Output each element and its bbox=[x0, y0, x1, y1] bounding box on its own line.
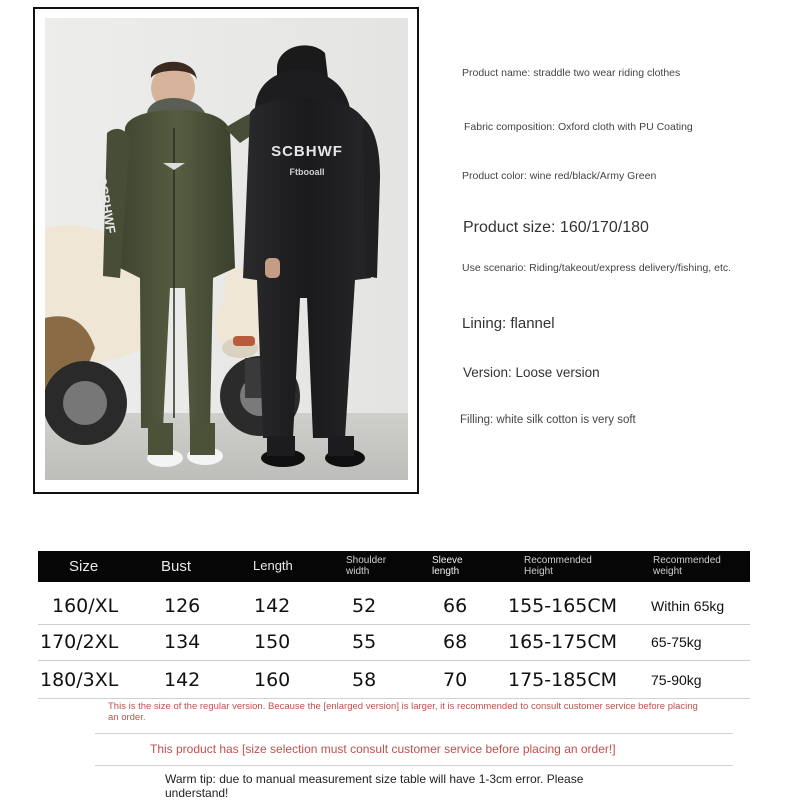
cell-bust: 142 bbox=[164, 669, 201, 691]
cell-bust: 126 bbox=[164, 595, 201, 617]
cell-height: 175-185CM bbox=[508, 669, 618, 691]
divider bbox=[95, 733, 733, 734]
cell-shoulder: 55 bbox=[352, 631, 377, 653]
spec-version: Version: Loose version bbox=[463, 365, 600, 380]
table-row bbox=[38, 625, 750, 661]
spec-lining: Lining: flannel bbox=[462, 315, 555, 332]
note-warm-tip: Warm tip: due to manual measurement size table will have 1-3cm error. Please understand! bbox=[165, 772, 584, 800]
cell-weight: 75-90kg bbox=[651, 672, 702, 688]
product-photo bbox=[45, 18, 408, 480]
cell-size: 180/3XL bbox=[40, 669, 119, 691]
jacket-print-left: SCBHWF bbox=[94, 175, 119, 235]
cell-weight: Within 65kg bbox=[651, 598, 725, 614]
cell-sleeve: 70 bbox=[443, 669, 468, 691]
row-divider bbox=[38, 698, 750, 699]
table-row bbox=[38, 589, 750, 625]
spec-color: Product color: wine red/black/Army Green bbox=[462, 170, 657, 182]
spec-scenario: Use scenario: Riding/takeout/express delivery/fishing, etc. bbox=[462, 262, 732, 274]
cell-size: 160/XL bbox=[52, 595, 119, 617]
size-table-header bbox=[38, 551, 750, 582]
spec-product-name: Product name: straddle two wear riding clothes bbox=[462, 67, 681, 79]
cell-sleeve: 68 bbox=[443, 631, 468, 653]
cell-shoulder: 52 bbox=[352, 595, 377, 617]
jacket-print-right: SCBHWF bbox=[271, 143, 343, 160]
header-length: Length bbox=[253, 558, 293, 573]
note-regular-version: This is the size of the regular version. Because the [enlarged version] is larger, it is recommended to consult customer service before placing an order. bbox=[108, 701, 698, 723]
divider bbox=[95, 765, 733, 766]
cell-length: 160 bbox=[254, 669, 291, 691]
cell-length: 142 bbox=[254, 595, 291, 617]
note-consult-service: This product has [size selection must consult customer service before placing an order!] bbox=[150, 742, 616, 756]
cell-weight: 65-75kg bbox=[651, 634, 702, 650]
header-sleeve: Sleeve length bbox=[432, 555, 463, 577]
cell-sleeve: 66 bbox=[443, 595, 468, 617]
cell-bust: 134 bbox=[164, 631, 201, 653]
cell-height: 165-175CM bbox=[508, 631, 618, 653]
spec-fabric: Fabric composition: Oxford cloth with PU Coating bbox=[464, 121, 693, 133]
cell-size: 170/2XL bbox=[40, 631, 119, 653]
header-weight: Recommended weight bbox=[653, 555, 721, 577]
header-shoulder: Shoulder width bbox=[346, 555, 387, 577]
table-row bbox=[38, 663, 750, 699]
jacket-subprint-right: Ftbooall bbox=[289, 167, 325, 177]
row-divider bbox=[38, 660, 750, 661]
header-height: Recommended Height bbox=[524, 555, 592, 577]
cell-height: 155-165CM bbox=[508, 595, 618, 617]
spec-filling: Filling: white silk cotton is very soft bbox=[460, 414, 636, 426]
header-size: Size bbox=[69, 558, 99, 575]
header-bust: Bust bbox=[161, 558, 192, 575]
cell-shoulder: 58 bbox=[352, 669, 377, 691]
spec-size: Product size: 160/170/180 bbox=[463, 219, 649, 236]
cell-length: 150 bbox=[254, 631, 291, 653]
